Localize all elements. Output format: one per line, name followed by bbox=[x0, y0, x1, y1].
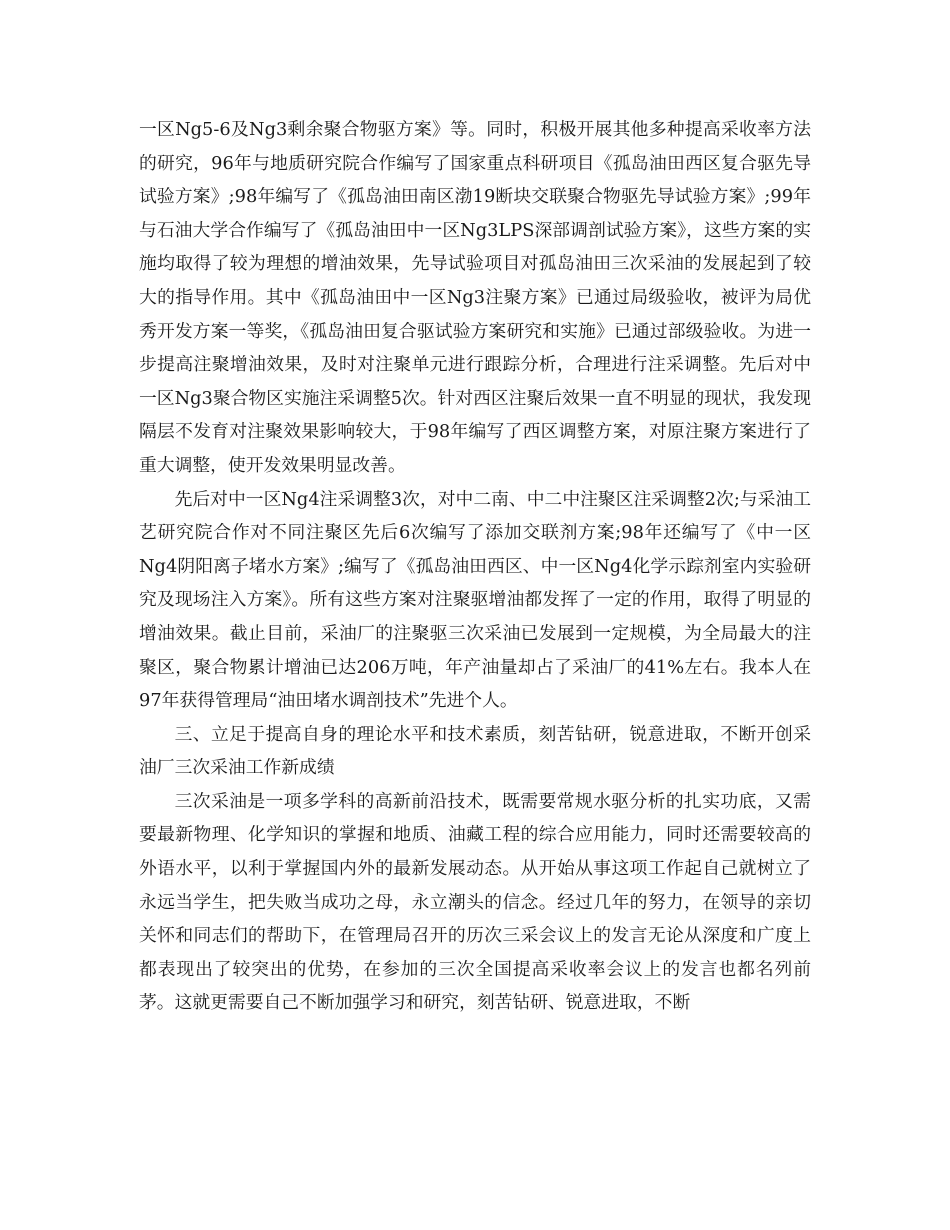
paragraph-continued: 一区Ng5-6及Ng3剩余聚合物驱方案》等。同时，积极开展其他多种提高采收率方法的研究，96年与地质研究院合作编写了国家重点科研项目《孤岛油田西区复合驱先导试验方案》;98年编写了《孤岛油田南区渤19断块交联聚合物驱先导试验方案》;99年与石油大学合作编写了《孤岛油田中一区Ng3LPS深部调剖试验方案》，这些方案的实施均取得了较为理想的增油效果，先导试验项目对孤岛油田三次采油的发展起到了较大的指导作用。其中《孤岛油田中一区Ng3注聚方案》已通过局级验收，被评为局优秀开发方案一等奖，《孤岛油田复合驱试验方案研究和实施》已通过部级验收。为进一步提高注聚增油效果，及时对注聚单元进行跟踪分析，合理进行注采调整。先后对中一区Ng3聚合物区实施注采调整5次。针对西区注聚后效果一直不明显的现状，我发现隔层不发育对注聚效果影响较大，于98年编写了西区调整方案，对原注聚方案进行了重大调整，使开发效果明显改善。 bbox=[139, 119, 811, 476]
document-body bbox=[139, 113, 811, 1020]
paragraph: 三次采油是一项多学科的高新前沿技术，既需要常规水驱分析的扎实功底，又需要最新物理、化学知识的掌握和地质、油藏工程的综合应用能力，同时还需要较高的外语水平，以利于掌握国内外的最新发展动态。从开始从事这项工作起自己就树立了永远当学生，把失败当成功之母，永立潮头的信念。经过几年的努力，在领导的亲切关怀和同志们的帮助下，在管理局召开的历次三采会议上的发言无论从深度和广度上都表现出了较突出的优势，在参加的三次全国提高采收率会议上的发言也都名列前茅。这就更需要自己不断加强学习和研究，刻苦钻研、锐意进取，不断 bbox=[139, 790, 811, 1014]
paragraph: 先后对中一区Ng4注采调整3次，对中二南、中二中注聚区注采调整2次;与采油工艺研究院合作对不同注聚区先后6次编写了添加交联剂方案;98年还编写了《中一区Ng4阴阳离子堵水方案》;编写了《孤岛油田西区、中一区Ng4化学示踪剂室内实验研究及现场注入方案》。所有这些方案对注聚驱增油都发挥了一定的作用，取得了明显的增油效果。截止目前，采油厂的注聚驱三次采油已发展到一定规模，为全局最大的注聚区，聚合物累计增油已达206万吨，年产油量却占了采油厂的41%左右。我本人在97年获得管理局“油田堵水调剖技术”先进个人。 bbox=[139, 488, 811, 712]
section-heading: 三、立足于提高自身的理论水平和技术素质，刻苦钻研，锐意进取，不断开创采油厂三次采油工作新成绩 bbox=[139, 723, 811, 779]
